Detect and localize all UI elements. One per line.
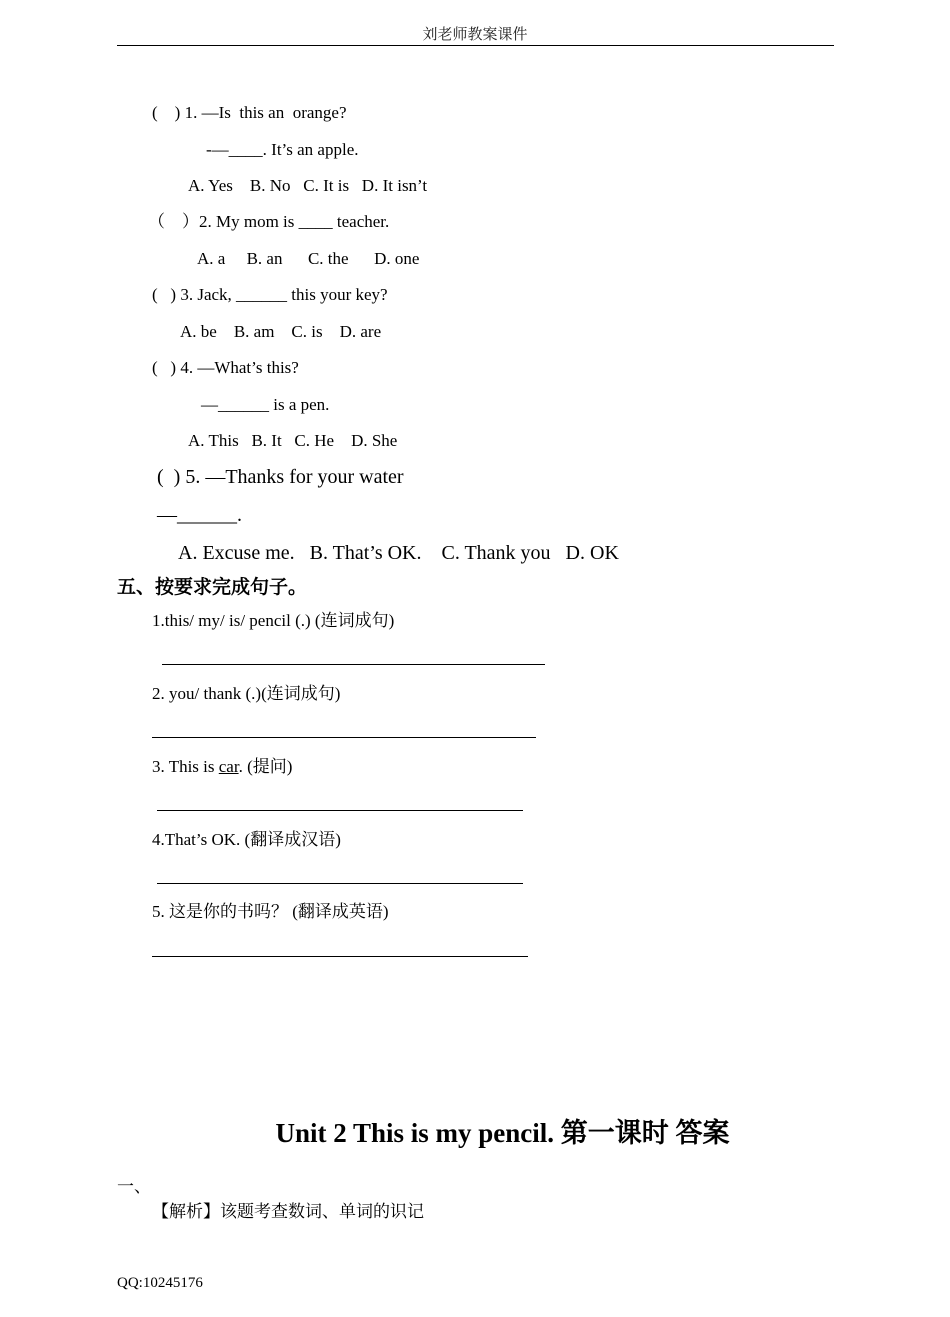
section-5-item-1: 1.this/ my/ is/ pencil (.) (连词成句)	[152, 611, 395, 630]
question-5-options: A. Excuse me. B. That’s OK. C. Thank you D. OK	[178, 542, 619, 564]
section-5-item-5: 5. 这是你的书吗？ (翻译成英语)	[152, 902, 389, 921]
answer-blank-3	[157, 810, 523, 811]
answer-key-title: Unit 2 This is my pencil. 第一课时 答案	[275, 1118, 730, 1148]
question-2-options: A. a B. an C. the D. one	[197, 249, 420, 268]
question-4-options: A. This B. It C. He D. She	[188, 431, 398, 450]
question-5: ( ) 5. —Thanks for your water	[157, 466, 404, 488]
page-header-title: 刘老师教案课件	[422, 27, 528, 43]
question-1-options: A. Yes B. No C. It is D. It isn’t	[188, 176, 428, 195]
answer-part-1-label: 一、	[117, 1177, 151, 1196]
answer-blank-5	[152, 956, 528, 957]
section-5-item-4: 4.That’s OK. (翻译成汉语)	[152, 830, 341, 849]
section-5-heading: 五、按要求完成句子。	[117, 576, 308, 598]
question-2: （ ）2. My mom is ____ teacher.	[148, 212, 390, 231]
question-4: ( ) 4. —What’s this?	[152, 358, 299, 377]
answer-blank-1	[162, 664, 545, 665]
question-1: ( ) 1. —Is this an orange?	[152, 103, 347, 122]
underlined-word: car	[218, 757, 239, 776]
header-divider	[117, 45, 834, 46]
answer-part-1-explanation: 【解析】该题考查数词、单词的识记	[152, 1202, 424, 1221]
question-3: ( ) 3. Jack, ______ this your key?	[152, 285, 388, 304]
section-5-item-3: 3. This is car. (提问)	[152, 757, 293, 776]
question-3-options: A. be B. am C. is D. are	[180, 322, 382, 341]
section-5-item-2: 2. you/ thank (.)(连词成句)	[152, 684, 341, 703]
answer-blank-2	[152, 737, 536, 738]
question-5-answer-line: —______.	[157, 504, 242, 526]
question-4-answer-line: —______ is a pen.	[201, 395, 330, 414]
question-1-answer-line: -—____. It’s an apple.	[206, 140, 359, 159]
answer-blank-4	[157, 883, 523, 884]
footer-qq: QQ:10245176	[117, 1275, 203, 1291]
